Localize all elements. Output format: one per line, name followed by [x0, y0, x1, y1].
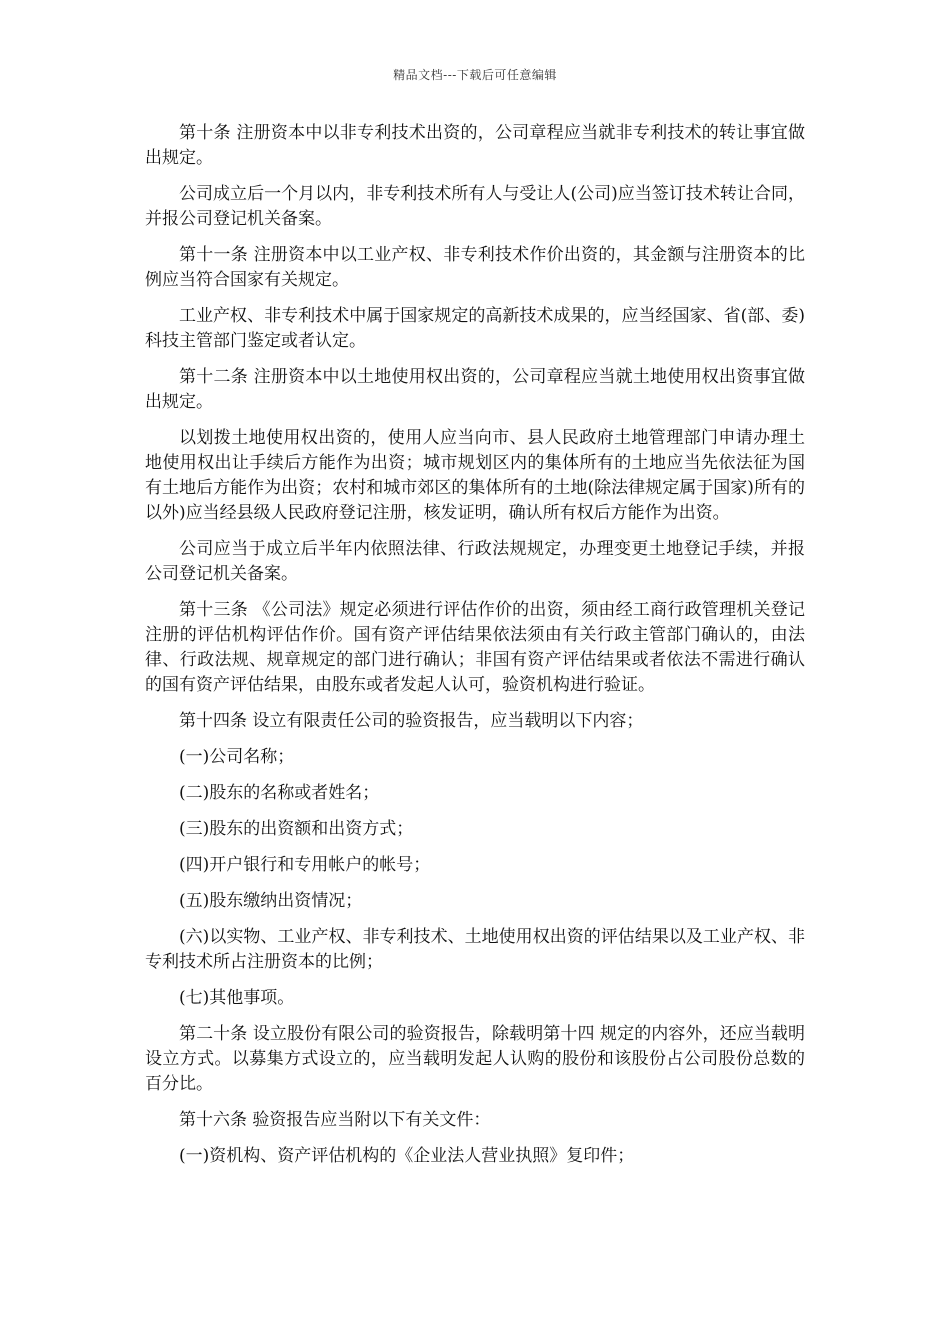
paragraph-article-12: 第十二条 注册资本中以土地使用权出资的，公司章程应当就土地使用权出资事宜做出规定。 — [145, 367, 805, 412]
list-item: (三)股东的出资额和出资方式； — [179, 819, 414, 839]
page-header: 精品文档---下载后可任意编辑 — [393, 68, 557, 82]
paragraph-article-13: 第十三条 《公司法》规定必须进行评估作价的出资，须由经工商行政管理机关登记注册的评估机构评估作价。国有资产评估结果依法须由有关行政主管部门确认的，由法律、行政法规、规章规定的部门进行确认；非国有资产评估结果或者依法不需进行确认的国有资产评估结果，由股东或者发起人认可，验资机构进行验证。 — [145, 600, 805, 695]
paragraph-article-20: 第二十条 设立股份有限公司的验资报告，除载明第十四 规定的内容外，还应当载明设立方式。以募集方式设立的，应当载明发起人认购的股份和该股份占公司股份总数的百分比。 — [145, 1024, 805, 1094]
paragraph-article-16: 第十六条 验资报告应当附以下有关文件： — [179, 1110, 491, 1130]
list-item: (四)开户银行和专用帐户的帐号； — [179, 855, 431, 875]
list-item: (一)资机构、资产评估机构的《企业法人营业执照》复印件； — [179, 1146, 635, 1166]
list-item: (五)股东缴纳出资情况； — [179, 891, 363, 911]
paragraph: 工业产权、非专利技术中属于国家规定的高新技术成果的，应当经国家、省(部、委)科技主管部门鉴定或者认定。 — [145, 306, 805, 351]
paragraph-article-10: 第十条 注册资本中以非专利技术出资的，公司章程应当就非专利技术的转让事宜做出规定。 — [145, 123, 805, 168]
list-item: (六)以实物、工业产权、非专利技术、土地使用权出资的评估结果以及工业产权、非专利技术所占注册资本的比例； — [145, 927, 805, 972]
document-body — [145, 121, 805, 1180]
paragraph-article-11: 第十一条 注册资本中以工业产权、非专利技术作价出资的，其金额与注册资本的比例应当符合国家有关规定。 — [145, 245, 805, 290]
paragraph-article-14: 第十四条 设立有限责任公司的验资报告，应当载明以下内容； — [179, 711, 644, 731]
paragraph: 公司应当于成立后半年内依照法律、行政法规规定，办理变更土地登记手续，并报公司登记机关备案。 — [145, 539, 805, 584]
list-item: (二)股东的名称或者姓名； — [179, 783, 380, 803]
list-item: (七)其他事项。 — [179, 988, 295, 1008]
paragraph: 公司成立后一个月以内，非专利技术所有人与受让人(公司)应当签订技术转让合同，并报公司登记机关备案。 — [145, 184, 805, 229]
list-item: (一)公司名称； — [179, 747, 295, 767]
paragraph: 以划拨土地使用权出资的，使用人应当向市、县人民政府土地管理部门申请办理土地使用权出让手续后方能作为出资；城市规划区内的集体所有的土地应当先依法征为国有土地后方能作为出资；农村和城市郊区的集体所有的土地(除法律规定属于国家)所有的以外)应当经县级人民政府登记注册，核发证明，确认所有权后方能作为出资。 — [145, 428, 805, 523]
